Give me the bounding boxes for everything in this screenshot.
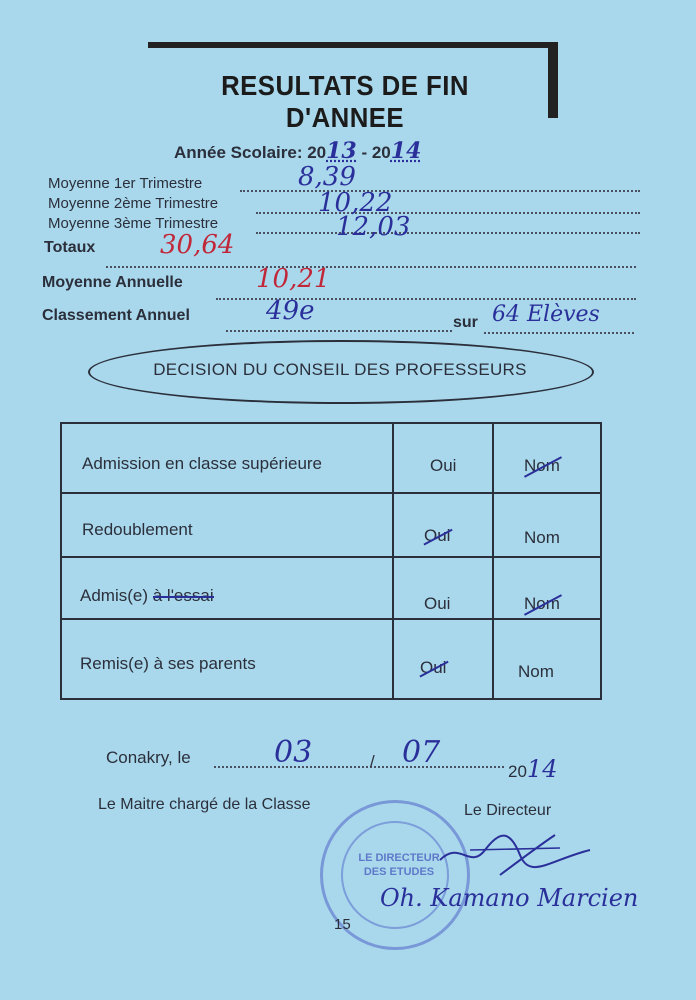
totaux-value: 30,64 <box>160 230 235 260</box>
date-day: 03 <box>274 735 313 770</box>
decision-label-admission: Admission en classe supérieure <box>82 454 323 473</box>
director-signature-icon <box>430 820 600 890</box>
school-year-sep: - 20 <box>356 143 391 162</box>
dotted-line <box>214 766 504 768</box>
dotted-line <box>106 266 636 268</box>
decision-oui-admission: Oui <box>430 456 457 475</box>
moyenne-3-label: Moyenne 3ème Trimestre <box>48 215 219 232</box>
date-month: 07 <box>402 735 441 770</box>
date-sep: / <box>370 752 375 771</box>
dotted-line <box>256 212 640 214</box>
decision-label-remis: Remis(e) à ses parents <box>80 654 256 673</box>
school-year-end: 14 <box>390 138 422 164</box>
classement-sur-value: 64 Elèves <box>492 302 600 327</box>
table-col-divider <box>492 424 494 698</box>
decision-non-remis: Nom <box>518 662 554 681</box>
school-year <box>174 138 421 164</box>
decision-non-essai: Nom <box>524 594 560 613</box>
moyenne-annuelle-label: Moyenne Annuelle <box>42 274 183 291</box>
decision-label-essai: Admis(e) à l'essai <box>80 586 214 605</box>
decision-non-redoublement: Nom <box>524 528 560 547</box>
moyenne-1-value: 8,39 <box>298 162 356 192</box>
moyenne-2-label: Moyenne 2ème Trimestre <box>48 195 219 212</box>
table-row-divider <box>62 492 600 494</box>
moyenne-annuelle-value: 10,21 <box>256 264 331 294</box>
totaux-label: Totaux <box>44 239 96 256</box>
decision-non-admission: Nom <box>524 456 560 475</box>
decision-title: DECISION DU CONSEIL DES PROFESSEURS <box>153 360 527 379</box>
date-year: 2014 <box>508 755 558 783</box>
classement-label: Classement Annuel <box>42 307 190 324</box>
signature-name: Oh. Kamano Marcien <box>380 884 639 912</box>
decision-oui-remis: Oui <box>420 658 447 677</box>
decision-oui-essai: Oui <box>424 594 451 613</box>
dotted-line <box>256 232 640 234</box>
page-title: RESULTATS DE FIN D'ANNEE <box>221 70 469 133</box>
school-year-label: Année Scolaire: 20 <box>174 143 327 162</box>
classement-value: 49e <box>266 296 315 326</box>
page-number: 15 <box>334 916 351 933</box>
moyenne-3-value: 12,03 <box>336 212 411 242</box>
maitre-label: Le Maitre chargé de la Classe <box>98 796 311 813</box>
decision-table <box>60 422 602 700</box>
moyenne-1-label: Moyenne 1er Trimestre <box>48 175 203 192</box>
date-prefix: Conakry, le <box>106 748 191 767</box>
dotted-line <box>226 330 452 332</box>
table-row-divider <box>62 556 600 558</box>
classement-sur-label: sur <box>453 314 478 331</box>
stamp-text: LE DIRECTEUR DES ETUDES <box>358 852 440 879</box>
table-col-divider <box>392 424 394 698</box>
decision-oui-redoublement: Oui <box>424 526 451 545</box>
dotted-line <box>484 332 634 334</box>
moyenne-2-value: 10,22 <box>318 188 393 218</box>
table-row-divider <box>62 618 600 620</box>
directeur-label: Le Directeur <box>464 802 552 819</box>
school-year-start: 13 <box>326 138 357 164</box>
decision-label-redoublement: Redoublement <box>82 520 193 539</box>
